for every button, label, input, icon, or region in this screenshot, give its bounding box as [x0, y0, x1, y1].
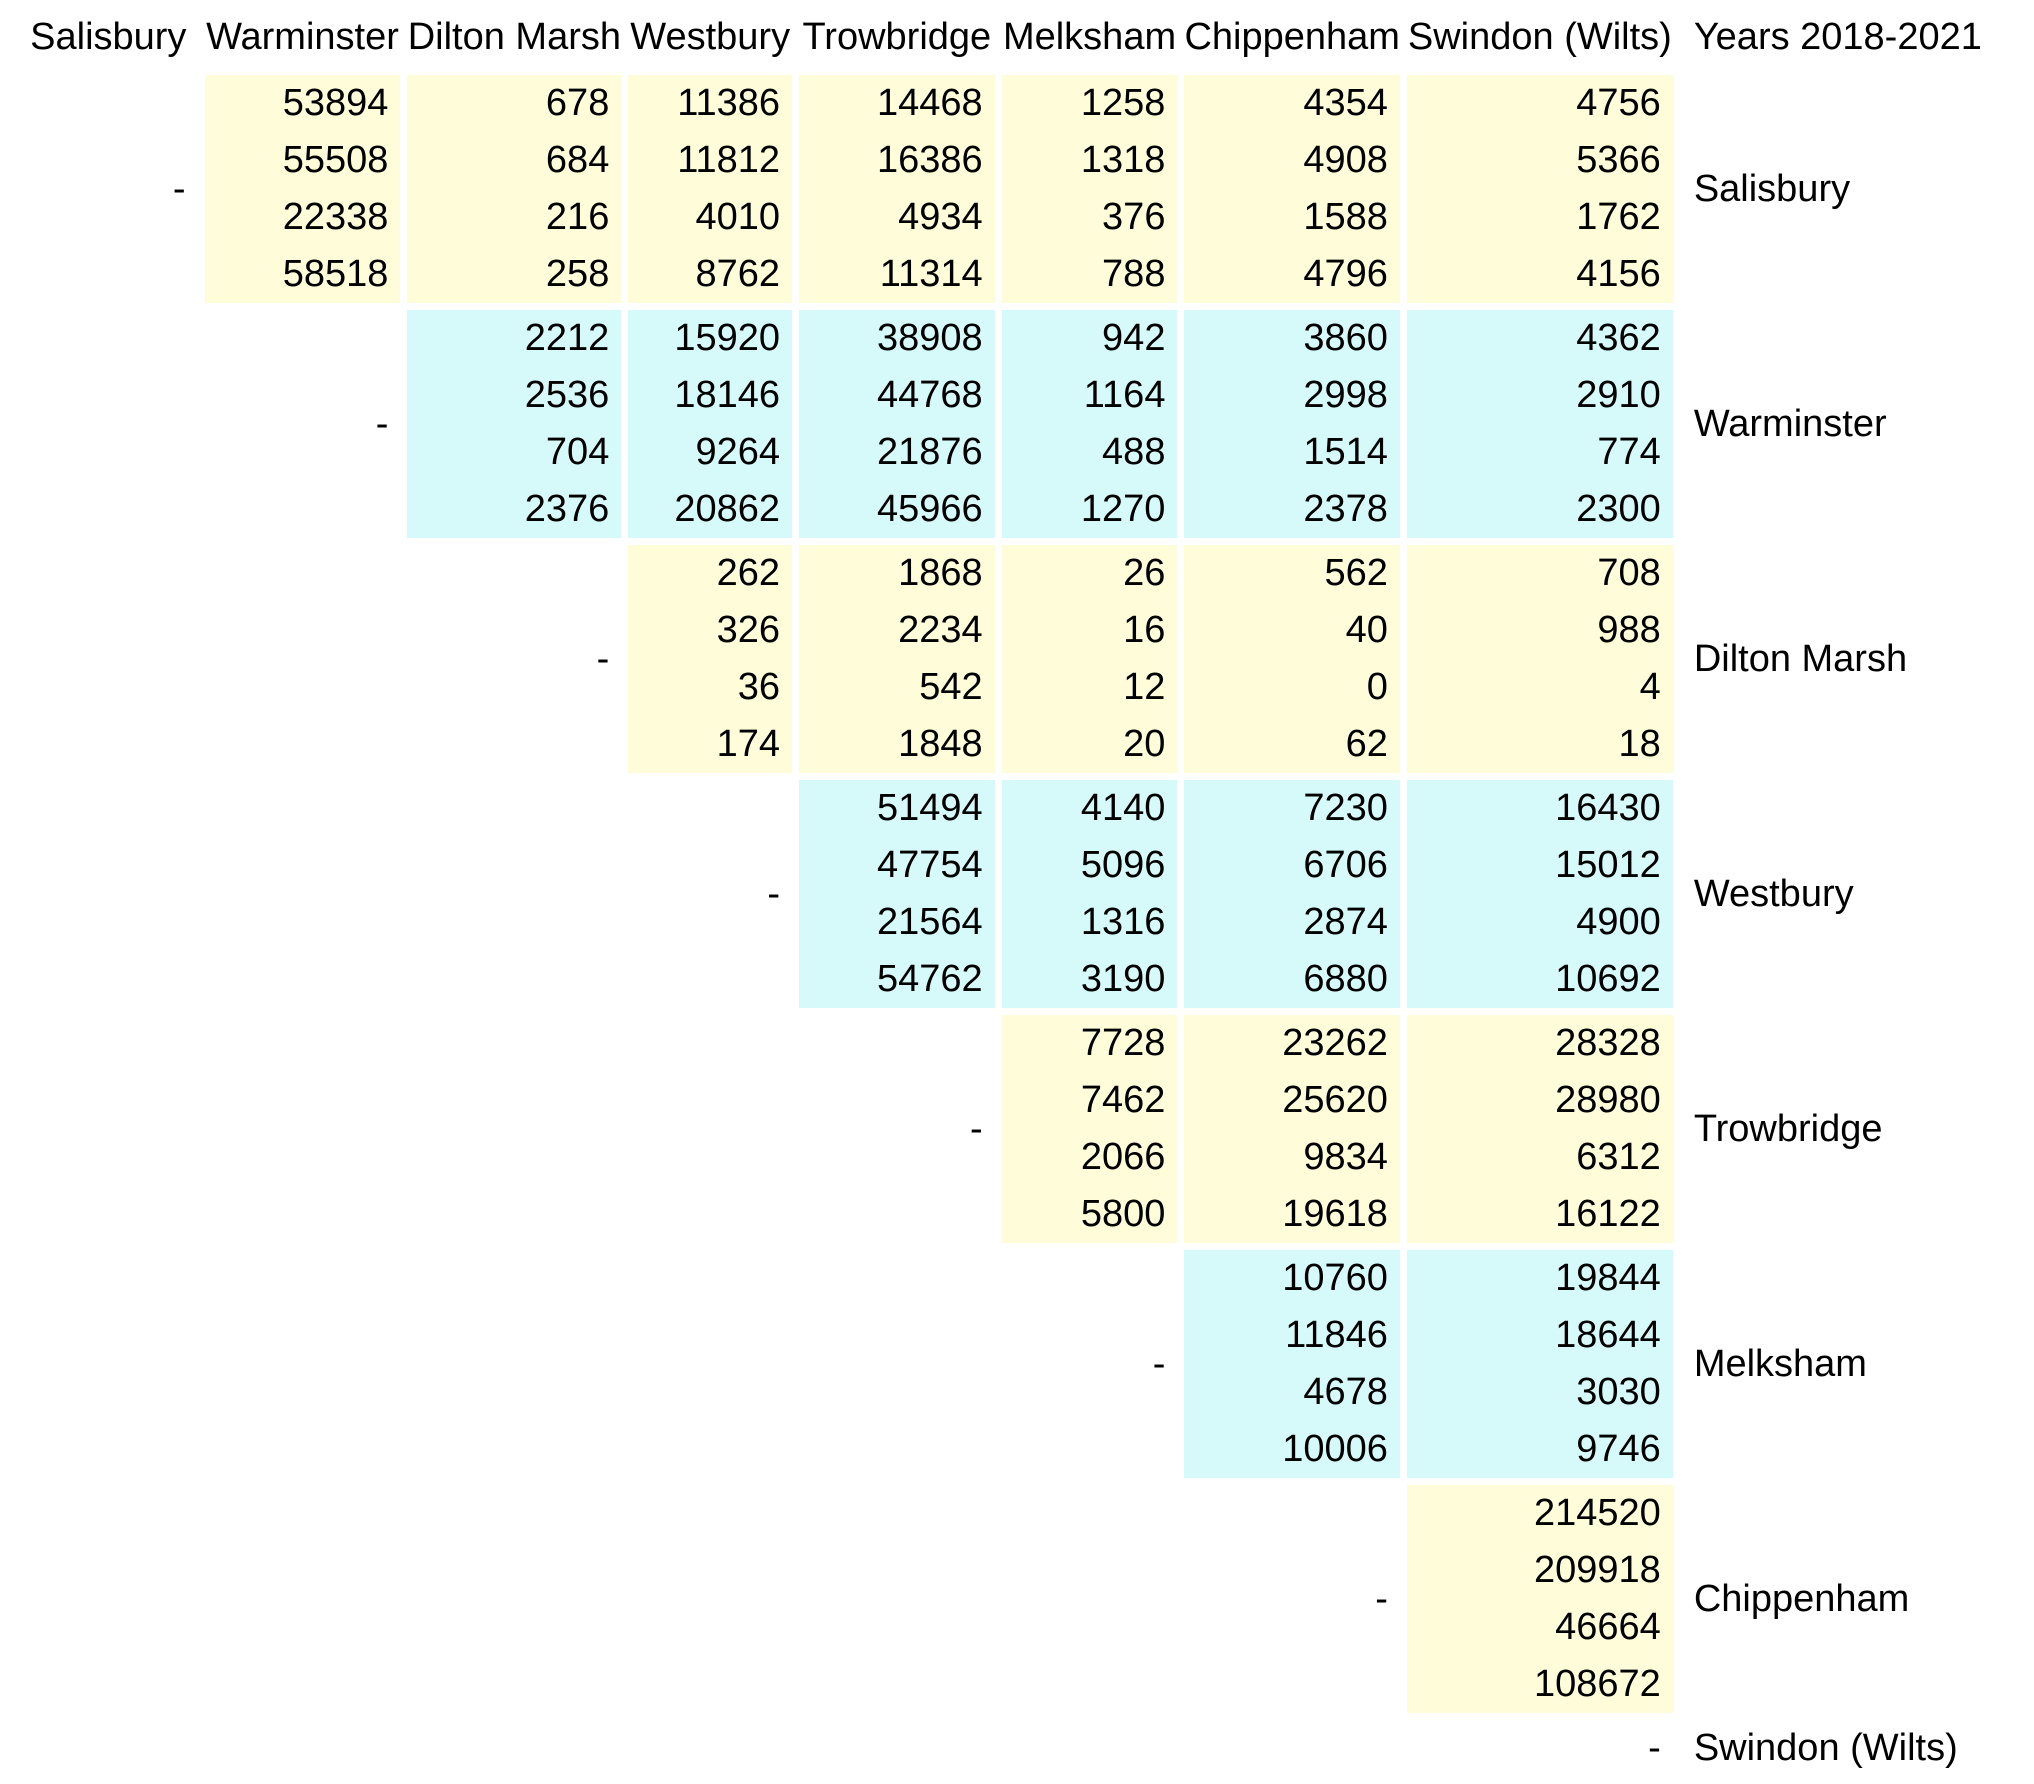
- cell-value: 4756: [1576, 82, 1661, 124]
- cell-value: 704: [545, 431, 610, 473]
- cell-value: 2234: [898, 609, 983, 651]
- cell-value: 326: [716, 609, 781, 651]
- cell-value: 542: [919, 666, 983, 708]
- cell-value: 9834: [1303, 1136, 1388, 1178]
- empty-cell: [19, 1015, 198, 1243]
- diagonal-dash-cell: [628, 780, 792, 1008]
- mileage-matrix-table: [12, 0, 2034, 1784]
- cell-value: 6706: [1303, 844, 1388, 886]
- row-label-chippenham: Chippenham: [1693, 1577, 1910, 1620]
- row-label-trowbridge: Trowbridge: [1693, 1107, 1883, 1150]
- cell-value: 214520: [1534, 1492, 1661, 1534]
- cell-value: 21876: [876, 431, 983, 473]
- empty-cell: [407, 1015, 621, 1243]
- empty-cell: [407, 1485, 621, 1713]
- empty-cell: [19, 1485, 198, 1713]
- matrix-row-dilton-marsh: [19, 545, 2027, 773]
- cell-value: 55508: [282, 139, 389, 181]
- empty-cell: [628, 1015, 792, 1243]
- matrix-row-salisbury: [19, 75, 2027, 303]
- cell-value: 1762: [1576, 196, 1661, 238]
- matrix-cell-warminster-westbury: [628, 310, 792, 538]
- cell-value: 6312: [1576, 1136, 1661, 1178]
- diagonal-dash: -: [596, 637, 610, 680]
- empty-cell: [19, 310, 198, 538]
- diagonal-dash-cell: [205, 310, 401, 538]
- diagonal-dash-cell: [19, 75, 198, 303]
- cell-value: 788: [1102, 253, 1166, 295]
- cell-value: 21564: [876, 901, 983, 943]
- header-row: [19, 7, 2027, 68]
- empty-cell: [799, 1485, 995, 1713]
- matrix-cell-salisbury-dilton-marsh: [407, 75, 621, 303]
- matrix-cell-dilton-marsh-westbury: [628, 545, 792, 773]
- column-header-westbury: Westbury: [630, 16, 791, 58]
- matrix-cell-dilton-marsh-melksham: [1002, 545, 1178, 773]
- empty-cell: [205, 780, 401, 1008]
- matrix-cell-dilton-marsh-swindon-wilts: [1407, 545, 1673, 773]
- matrix-cell-salisbury-trowbridge: [799, 75, 995, 303]
- matrix-cell-salisbury-swindon-wilts: [1407, 75, 1673, 303]
- cell-value: 216: [545, 196, 610, 238]
- matrix-row-trowbridge: [19, 1015, 2027, 1243]
- empty-cell: [19, 1720, 198, 1777]
- matrix-row-warminster: [19, 310, 2027, 538]
- diagonal-dash: -: [1648, 1727, 1661, 1769]
- cell-value: 684: [545, 139, 610, 181]
- cell-value: 1514: [1303, 431, 1388, 473]
- cell-value: 16386: [876, 139, 983, 181]
- cell-value: 4: [1639, 666, 1661, 708]
- matrix-cell-melksham-chippenham: [1184, 1250, 1399, 1478]
- cell-value: 2998: [1303, 374, 1388, 416]
- cell-value: 7230: [1303, 787, 1388, 829]
- matrix-cell-warminster-swindon-wilts: [1407, 310, 1673, 538]
- empty-cell: [205, 1720, 401, 1777]
- cell-value: 4156: [1576, 253, 1661, 295]
- matrix-cell-trowbridge-chippenham: [1184, 1015, 1399, 1243]
- cell-value: 25620: [1282, 1079, 1388, 1121]
- row-label-swindon-wilts: Swindon (Wilts): [1693, 1727, 1958, 1769]
- empty-cell: [1184, 1720, 1399, 1777]
- empty-cell: [205, 1485, 401, 1713]
- cell-value: 4908: [1303, 139, 1388, 181]
- matrix-cell-dilton-marsh-trowbridge: [799, 545, 995, 773]
- matrix-cell-melksham-swindon-wilts: [1407, 1250, 1673, 1478]
- matrix-cell-warminster-dilton-marsh: [407, 310, 621, 538]
- column-header-melksham: Melksham: [1002, 16, 1177, 58]
- matrix-row-chippenham: [19, 1485, 2027, 1713]
- cell-value: 14468: [876, 82, 983, 124]
- matrix-cell-salisbury-melksham: [1002, 75, 1178, 303]
- matrix-cell-warminster-melksham: [1002, 310, 1178, 538]
- empty-cell: [407, 1250, 621, 1478]
- empty-cell: [19, 780, 198, 1008]
- empty-cell: [205, 1015, 401, 1243]
- cell-value: 20: [1123, 723, 1166, 765]
- empty-cell: [628, 1720, 792, 1777]
- cell-value: 26: [1123, 552, 1166, 594]
- row-label-westbury: Westbury: [1693, 872, 1854, 915]
- cell-value: 11846: [1285, 1314, 1388, 1356]
- cell-value: 678: [545, 82, 610, 124]
- cell-value: 258: [545, 253, 610, 295]
- diagonal-dash-cell: [1184, 1485, 1399, 1713]
- diagonal-dash: -: [767, 872, 781, 915]
- matrix-cell-westbury-chippenham: [1184, 780, 1399, 1008]
- row-label-melksham: Melksham: [1693, 1342, 1867, 1385]
- diagonal-dash: -: [375, 402, 389, 445]
- cell-value: 54762: [876, 958, 983, 1000]
- diagonal-dash-cell: [1407, 1720, 1673, 1777]
- cell-value: 774: [1597, 431, 1661, 473]
- cell-value: 51494: [876, 787, 983, 829]
- cell-value: 1588: [1303, 196, 1388, 238]
- cell-value: 4900: [1576, 901, 1661, 943]
- cell-value: 2066: [1080, 1136, 1166, 1178]
- cell-value: 5800: [1080, 1193, 1166, 1235]
- cell-value: 1258: [1080, 82, 1166, 124]
- empty-cell: [407, 780, 621, 1008]
- matrix-cell-westbury-swindon-wilts: [1407, 780, 1673, 1008]
- cell-value: 4362: [1576, 317, 1661, 359]
- cell-value: 1868: [898, 552, 983, 594]
- matrix-cell-salisbury-westbury: [628, 75, 792, 303]
- cell-value: 11386: [677, 82, 781, 124]
- empty-cell: [19, 545, 198, 773]
- cell-value: 9746: [1576, 1428, 1661, 1470]
- empty-cell: [19, 1250, 198, 1478]
- cell-value: 16430: [1555, 787, 1661, 829]
- cell-value: 11812: [677, 139, 781, 181]
- diagonal-dash-cell: [1002, 1250, 1178, 1478]
- cell-value: 18: [1618, 723, 1661, 765]
- cell-value: 5366: [1576, 139, 1661, 181]
- cell-value: 1318: [1080, 139, 1166, 181]
- empty-cell: [799, 1720, 995, 1777]
- cell-value: 1316: [1080, 901, 1166, 943]
- diagonal-dash-cell: [407, 545, 621, 773]
- matrix-row-melksham: [19, 1250, 2027, 1478]
- cell-value: 1164: [1083, 374, 1166, 416]
- diagonal-dash: -: [172, 167, 186, 210]
- row-label-dilton-marsh: Dilton Marsh: [1693, 637, 1908, 680]
- empty-cell: [799, 1250, 995, 1478]
- matrix-cell-warminster-chippenham: [1184, 310, 1399, 538]
- table-header: [19, 7, 2027, 68]
- cell-value: 53894: [282, 82, 389, 124]
- row-label-warminster: Warminster: [1693, 402, 1887, 445]
- diagonal-dash-cell: [799, 1015, 995, 1243]
- cell-value: 7462: [1080, 1079, 1166, 1121]
- cell-value: 15012: [1555, 844, 1661, 886]
- cell-value: 20862: [674, 488, 781, 530]
- empty-cell: [628, 1250, 792, 1478]
- matrix-cell-trowbridge-swindon-wilts: [1407, 1015, 1673, 1243]
- matrix-row-westbury: [19, 780, 2027, 1008]
- cell-value: 12: [1123, 666, 1166, 708]
- cell-value: 708: [1597, 552, 1661, 594]
- column-header-swindon-wilts: Swindon (Wilts): [1407, 16, 1672, 58]
- cell-value: 5096: [1080, 844, 1166, 886]
- cell-value: 2874: [1303, 901, 1388, 943]
- cell-value: 28328: [1555, 1022, 1661, 1064]
- cell-value: 19618: [1282, 1193, 1388, 1235]
- matrix-cell-salisbury-warminster: [205, 75, 401, 303]
- cell-value: 209918: [1534, 1549, 1661, 1591]
- cell-value: 108672: [1534, 1663, 1661, 1705]
- cell-value: 10006: [1282, 1428, 1388, 1470]
- matrix-row-swindon-wilts: [19, 1720, 2027, 1777]
- cell-value: 4140: [1080, 787, 1166, 829]
- cell-value: 40: [1345, 609, 1388, 651]
- table-body: [19, 75, 2027, 1777]
- empty-cell: [1002, 1485, 1178, 1713]
- cell-value: 36: [737, 666, 781, 708]
- matrix-cell-chippenham-swindon-wilts: [1407, 1485, 1673, 1713]
- cell-value: 18644: [1555, 1314, 1661, 1356]
- cell-value: 2376: [524, 488, 610, 530]
- cell-value: 19844: [1555, 1257, 1661, 1299]
- cell-value: 174: [716, 723, 781, 765]
- cell-value: 942: [1102, 317, 1166, 359]
- cell-value: 4354: [1303, 82, 1388, 124]
- cell-value: 3190: [1080, 958, 1166, 1000]
- cell-value: 4678: [1303, 1371, 1388, 1413]
- cell-value: 22338: [282, 196, 389, 238]
- row-label-salisbury: Salisbury: [1693, 167, 1851, 210]
- cell-value: 23262: [1282, 1022, 1388, 1064]
- cell-value: 4796: [1303, 253, 1388, 295]
- cell-value: 58518: [282, 253, 389, 295]
- column-header-warminster: Warminster: [206, 16, 399, 58]
- matrix-cell-westbury-melksham: [1002, 780, 1178, 1008]
- cell-value: 4010: [695, 196, 781, 238]
- cell-value: 488: [1102, 431, 1166, 473]
- cell-value: 0: [1366, 666, 1388, 708]
- cell-value: 7728: [1080, 1022, 1166, 1064]
- cell-value: 3860: [1303, 317, 1388, 359]
- years-range-header: Years 2018-2021: [1693, 16, 1982, 58]
- cell-value: 3030: [1576, 1371, 1661, 1413]
- matrix-cell-westbury-trowbridge: [799, 780, 995, 1008]
- column-header-dilton-marsh: Dilton Marsh: [407, 16, 621, 58]
- empty-cell: [205, 1250, 401, 1478]
- cell-value: 376: [1102, 196, 1166, 238]
- matrix-cell-warminster-trowbridge: [799, 310, 995, 538]
- cell-value: 44768: [876, 374, 983, 416]
- cell-value: 262: [716, 552, 781, 594]
- cell-value: 62: [1345, 723, 1388, 765]
- diagonal-dash: -: [1375, 1577, 1388, 1620]
- cell-value: 2910: [1576, 374, 1661, 416]
- empty-cell: [628, 1485, 792, 1713]
- cell-value: 28980: [1555, 1079, 1661, 1121]
- cell-value: 16: [1123, 609, 1166, 651]
- cell-value: 988: [1597, 609, 1661, 651]
- cell-value: 2378: [1303, 488, 1388, 530]
- cell-value: 47754: [876, 844, 983, 886]
- column-header-chippenham: Chippenham: [1184, 16, 1400, 58]
- empty-cell: [407, 1720, 621, 1777]
- cell-value: 16122: [1555, 1193, 1661, 1235]
- column-header-salisbury: Salisbury: [30, 16, 187, 58]
- diagonal-dash: -: [1152, 1342, 1166, 1385]
- cell-value: 8762: [695, 253, 781, 295]
- matrix-cell-trowbridge-melksham: [1002, 1015, 1178, 1243]
- cell-value: 2536: [524, 374, 610, 416]
- cell-value: 562: [1324, 552, 1388, 594]
- column-header-trowbridge: Trowbridge: [802, 16, 992, 58]
- cell-value: 38908: [876, 317, 983, 359]
- empty-cell: [1002, 1720, 1178, 1777]
- cell-value: 2300: [1576, 488, 1661, 530]
- cell-value: 1270: [1080, 488, 1166, 530]
- cell-value: 1848: [898, 723, 983, 765]
- cell-value: 4934: [898, 196, 983, 238]
- cell-value: 2212: [524, 317, 610, 359]
- cell-value: 6880: [1303, 958, 1388, 1000]
- cell-value: 46664: [1555, 1606, 1661, 1648]
- cell-value: 18146: [674, 374, 781, 416]
- cell-value: 10692: [1555, 958, 1661, 1000]
- cell-value: 45966: [876, 488, 983, 530]
- cell-value: 10760: [1282, 1257, 1388, 1299]
- matrix-cell-salisbury-chippenham: [1184, 75, 1399, 303]
- matrix-cell-dilton-marsh-chippenham: [1184, 545, 1399, 773]
- diagonal-dash: -: [969, 1107, 983, 1150]
- cell-value: 9264: [695, 431, 781, 473]
- cell-value: 15920: [674, 317, 781, 359]
- cell-value: 11314: [879, 253, 983, 295]
- empty-cell: [205, 545, 401, 773]
